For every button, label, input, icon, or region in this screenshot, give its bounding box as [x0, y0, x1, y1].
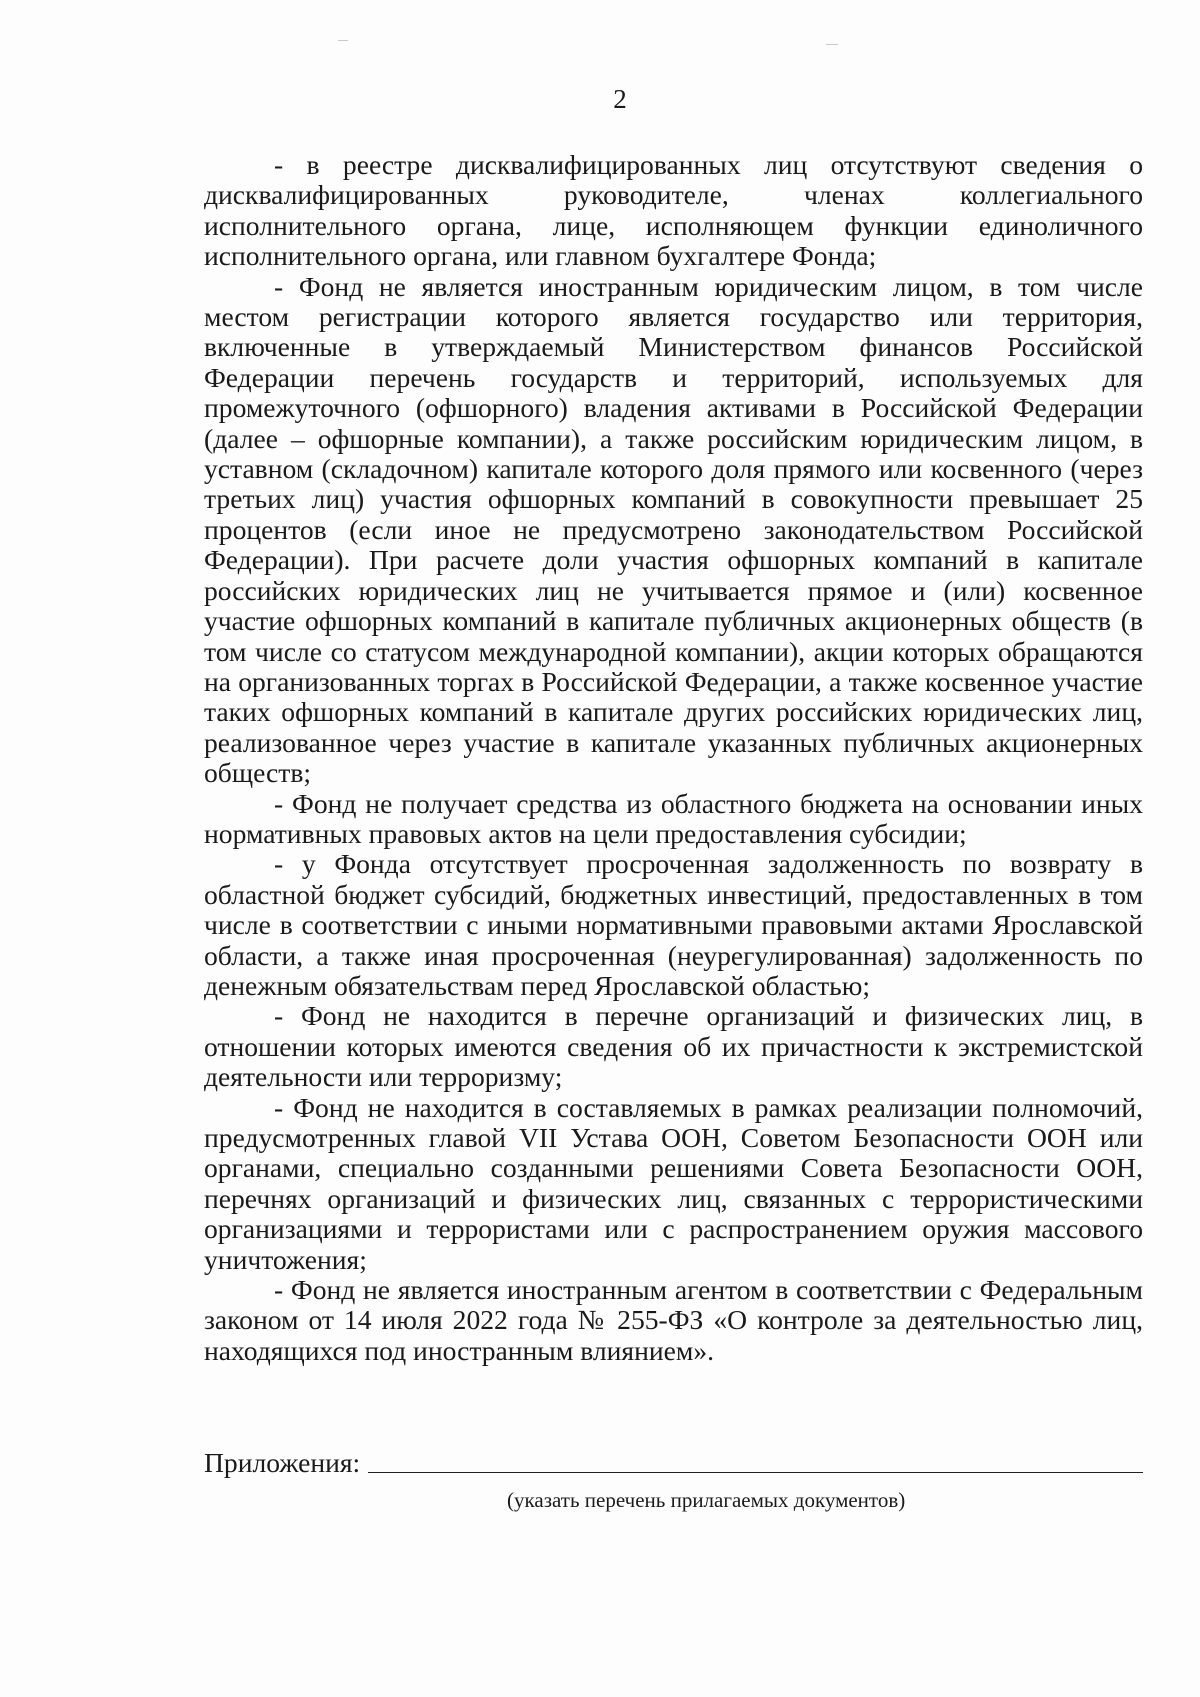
paragraph-offshore-companies: - Фонд не является иностранным юридическим лицом, в том числе местом регистрации которого является государство или территория, включенные в утверждаемый Министерством финансов Российской Федерации перечень государств и территорий, используемых для промежуточного (офшорного) владения активами в Российской Федерации (далее – офшорные компании), а также российским юридическим лицом, в уставном (складочном) капитале которого доля прямого или косвенного (через третьих лиц) участия офшорных компаний в совокупности превышает 25 процентов (если иное не предусмотрено законодательством Российской Федерации). При расчете доли участия офшорных компаний в капитале российских юридических лиц не учитывается прямое и (или) косвенное участие офшорных компаний в капитале публичных акционерных обществ (в том числе со статусом международной компании), акции которых обращаются на организованных торгах в Российской Федерации, а также косвенное участие таких офшорных компаний в капитале других российских юридических лиц, реализованное через участие в капитале указанных публичных акционерных обществ; — [204, 270, 1143, 789]
page-number: 2 — [613, 84, 627, 114]
paragraph-un-security-council: - Фонд не находится в составляемых в рамках реализации полномочий, предусмотренных главой VII Устава ООН, Советом Безопасности ООН или органами, специально созданными решениями Совета Безопасности ООН, перечнях организаций и физических лиц, связанных с террористическими организациями и террористами или с распространением оружия массового уничтожения; — [204, 1091, 1143, 1275]
attachments-label: Приложения: — [204, 1447, 361, 1478]
paragraph-extremism-list: - Фонд не находится в перечне организаций и физических лиц, в отношении которых имеются сведения об их причастности к экстремистской деятельности или терроризму; — [204, 1000, 1143, 1093]
attachments-section — [204, 1447, 1143, 1512]
paragraph-budget-funds: - Фонд не получает средства из областного бюджета на основании иных нормативных правовых актов на цели предоставления субсидии; — [204, 787, 1143, 849]
paragraph-disqualified-persons: - в реестре дисквалифицированных лиц отсутствуют сведения о дисквалифицированных руководителе, членах коллегиального исполнительного органа, лице, исполняющем функции единоличного исполнительного органа, или главном бухгалтере Фонда; — [204, 149, 1143, 272]
attachments-row — [204, 1448, 1143, 1478]
paragraph-overdue-debt: - у Фонда отсутствует просроченная задолженность по возврату в областной бюджет субсидий, бюджетных инвестиций, предоставленных в том числе в соответствии с иными нормативными правовыми актами Ярославской области, а также иная просроченная (неурегулированная) задолженность по денежным обязательствам перед Ярославской областью; — [204, 848, 1143, 1001]
scan-artifact — [338, 40, 348, 41]
document-body — [204, 150, 1143, 1366]
attachments-fill-line — [368, 1471, 1143, 1473]
scan-artifact — [826, 44, 838, 45]
attachments-hint: (указать перечень прилагаемых документов) — [507, 1488, 906, 1512]
paragraph-foreign-agent: - Фонд не является иностранным агентом в соответствии с Федеральным законом от 14 июля 2022 года № 255-ФЗ «О контроле за деятельностью лиц, находящихся под иностранным влиянием». — [204, 1274, 1143, 1366]
